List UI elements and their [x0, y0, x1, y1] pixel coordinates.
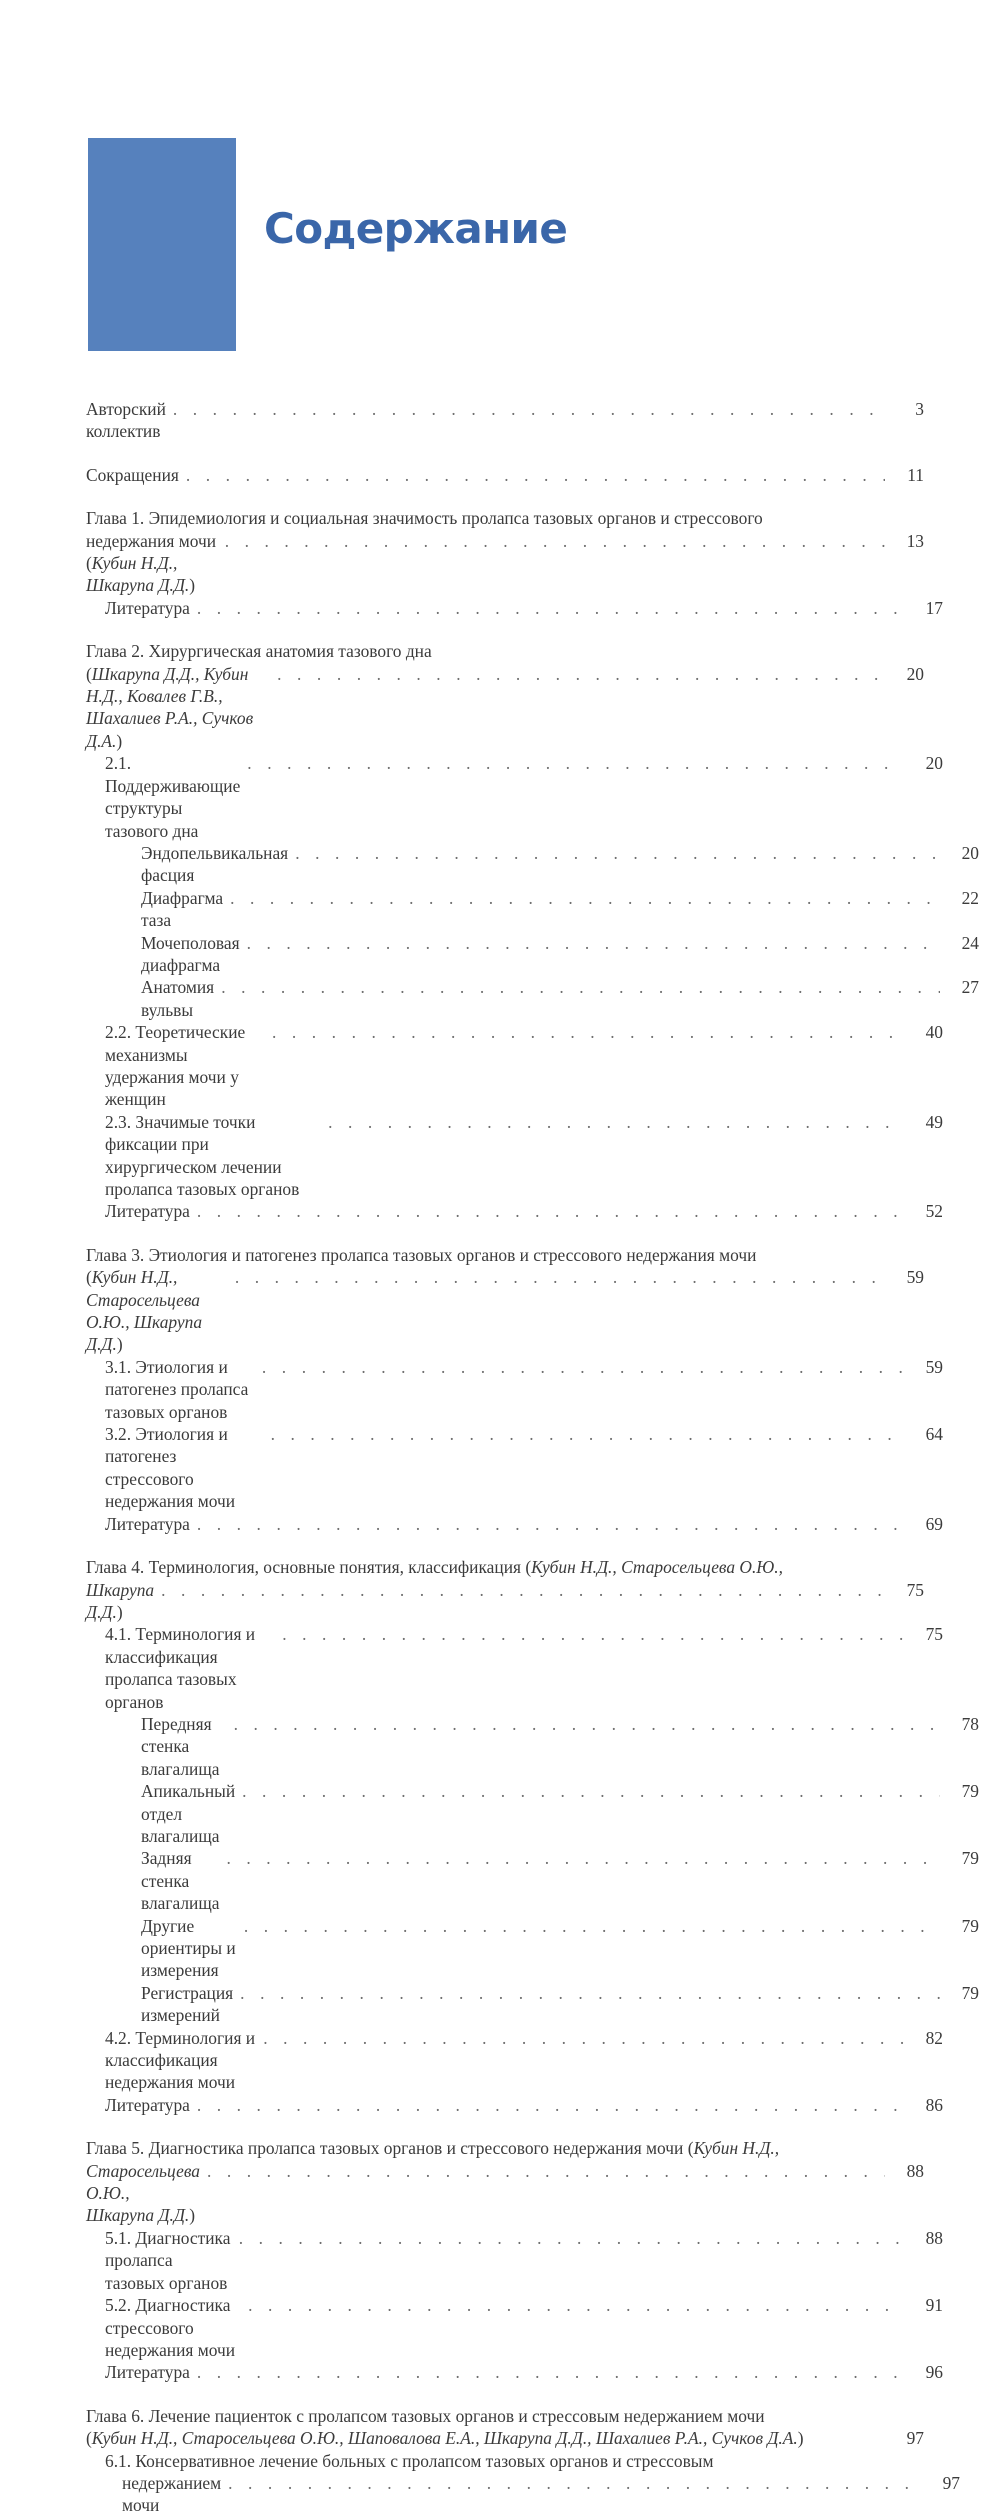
toc-line-label: Задняя стенка влагалища	[141, 1848, 220, 1914]
toc-authors: Кубин Н.Д., Старосельцева О.Ю.,	[531, 1557, 783, 1578]
dot-leader	[230, 887, 940, 909]
toc-line[interactable]	[86, 1579, 924, 1624]
toc-line-label: Старосельцева О.Ю., Шкарупа Д.Д.)	[86, 2160, 205, 2226]
toc-line-label: (Шкарупа Д.Д., Кубин Н.Д., Ковалев Г.В., Шахалиев Р.А., Сучков Д.А.)	[86, 663, 258, 751]
toc-line[interactable]	[86, 1021, 943, 1111]
toc-entry[interactable]	[86, 398, 924, 443]
toc-line[interactable]	[86, 1556, 924, 1578]
dot-leader	[282, 1623, 904, 1645]
dot-leader	[186, 464, 885, 486]
dot-leader	[197, 1513, 904, 1535]
toc-line-label: Анатомия вульвы	[141, 977, 219, 1020]
toc-line[interactable]	[86, 1244, 924, 1266]
toc-line[interactable]	[86, 1915, 979, 1982]
dot-leader	[197, 2361, 904, 2383]
toc-line[interactable]	[86, 1713, 979, 1780]
toc-line[interactable]	[86, 464, 924, 486]
toc-group	[86, 398, 924, 443]
toc-line-label: Литература	[105, 2362, 190, 2383]
toc-line-label: 5.2. Диагностика стрессового недержания мочи	[105, 2295, 236, 2360]
toc-line[interactable]	[86, 1111, 943, 1201]
toc-line[interactable]	[86, 1356, 943, 1423]
toc-line[interactable]	[86, 1982, 979, 2027]
dot-leader	[328, 1111, 904, 1133]
toc-group	[86, 464, 924, 486]
toc-page-number: 78	[961, 1713, 979, 1734]
dot-leader	[248, 2294, 904, 2316]
toc-line-label: Передняя стенка влагалища	[141, 1713, 220, 1779]
toc-page-number: 75	[906, 1579, 924, 1600]
toc-line-label: Литература	[105, 1201, 190, 1222]
toc-line-label: (Кубин Н.Д., Старосельцева О.Ю., Шкарупа Д.Д.)	[86, 1267, 207, 1355]
dot-leader	[173, 398, 885, 420]
toc-line[interactable]	[86, 842, 979, 887]
toc-line[interactable]	[86, 1780, 979, 1847]
toc-group	[86, 507, 943, 619]
toc-page-number: 11	[907, 464, 924, 485]
toc-line[interactable]	[86, 1266, 924, 1356]
toc-entry[interactable]	[86, 2405, 960, 2517]
dot-leader	[197, 2094, 904, 2116]
toc-authors: Старосельцева О.Ю., Шкарупа Д.Д.	[86, 2160, 205, 2226]
toc-page-number: 59	[906, 1267, 924, 1288]
toc-page-number: 20	[906, 663, 924, 684]
toc-page-number: 96	[925, 2362, 943, 2383]
dot-leader	[244, 1915, 940, 1937]
dot-leader	[225, 530, 885, 552]
toc-line-label: Глава 4. Терминология, основные понятия, классификация (Кубин Н.Д., Старосельцева О.Ю.,	[86, 1557, 783, 1578]
toc-line-label: 4.1. Терминология и классификация пролапса тазовых органов	[105, 1624, 260, 1712]
toc-line[interactable]	[86, 2405, 924, 2427]
dot-leader	[262, 1356, 904, 1378]
toc-page-number: 86	[925, 2094, 943, 2115]
toc-line-label: 6.1. Консервативное лечение больных с пролапсом тазовых органов и стрессовым	[105, 2450, 714, 2471]
toc-page-number: 69	[925, 1513, 943, 1534]
toc-line-label: 2.2. Теоретические механизмы удержания мочи у женщин	[105, 1022, 250, 1110]
toc-line-label: Другие ориентиры и измерения	[141, 1915, 241, 1981]
toc-line-label: 3.2. Этиология и патогенез стрессового недержания мочи	[105, 1424, 236, 1512]
toc-line[interactable]	[86, 2472, 960, 2517]
dot-leader	[221, 976, 940, 998]
dot-leader	[197, 1200, 904, 1222]
dot-leader	[228, 2472, 921, 2494]
toc-page-number: 52	[925, 1201, 943, 1222]
toc-page-number: 20	[925, 753, 943, 774]
toc-line-label: недержанием мочи	[122, 2472, 226, 2516]
dot-leader	[247, 932, 940, 954]
table-of-contents	[86, 398, 979, 2517]
dot-leader	[234, 1713, 940, 1735]
toc-line-label: (Кубин Н.Д., Старосельцева О.Ю., Шаповалова Е.А., Шкарупа Д.Д., Шахалиев Р.А., Сучков Д.А.)	[86, 2428, 804, 2449]
toc-page-number: 40	[925, 1022, 943, 1043]
toc-line[interactable]	[86, 507, 924, 529]
dot-leader	[207, 2160, 885, 2182]
toc-group	[86, 2405, 960, 2517]
toc-page-number: 22	[961, 887, 979, 908]
toc-page-number: 75	[925, 1624, 943, 1645]
dot-leader	[240, 1982, 940, 2004]
toc-line[interactable]	[86, 976, 979, 1021]
toc-line[interactable]	[86, 2137, 924, 2159]
toc-line[interactable]	[86, 2361, 943, 2383]
toc-line-label: Литература	[105, 597, 190, 618]
toc-page-number: 79	[961, 1982, 979, 2003]
toc-page-number: 49	[925, 1111, 943, 1132]
dot-leader	[272, 1021, 904, 1043]
toc-page-number: 59	[925, 1356, 943, 1377]
toc-entry[interactable]	[86, 640, 979, 1223]
dot-leader	[277, 663, 885, 685]
toc-line-label: Глава 3. Этиология и патогенез пролапса тазовых органов и стрессового недержания мочи	[86, 1244, 757, 1265]
toc-authors: Кубин Н.Д., Старосельцева О.Ю., Шкарупа Д.Д.	[86, 1267, 207, 1355]
toc-line-label: Литература	[105, 2094, 190, 2115]
toc-page-number: 64	[925, 1424, 943, 1445]
toc-line-label: 2.3. Значимые точки фиксации при хирургическом лечении пролапса тазовых органов	[105, 1111, 300, 1199]
toc-page-number: 13	[906, 530, 924, 551]
dot-leader	[247, 752, 904, 774]
toc-line-label: 2.1. Поддерживающие структуры тазового дна	[105, 753, 245, 841]
toc-line-label: Эндопельвикальная фасция	[141, 842, 293, 886]
toc-group	[86, 1556, 979, 2116]
toc-line-label: недержания мочи (Кубин Н.Д., Шкарупа Д.Д.)	[86, 530, 221, 596]
toc-line[interactable]	[86, 932, 979, 977]
toc-authors: Кубин Н.Д.,	[693, 2138, 780, 2159]
toc-authors: Шкарупа Д.Д.	[86, 1579, 159, 1622]
dot-leader	[271, 1423, 904, 1445]
toc-page-number: 79	[961, 1915, 979, 1936]
dot-leader	[239, 2227, 904, 2249]
toc-line[interactable]	[86, 640, 924, 662]
dot-leader	[161, 1579, 885, 1601]
toc-page-number: 88	[925, 2227, 943, 2248]
toc-line[interactable]	[86, 1200, 943, 1222]
toc-group	[86, 640, 979, 1223]
toc-line[interactable]	[86, 2227, 943, 2294]
toc-line[interactable]	[86, 2160, 924, 2227]
toc-entry[interactable]	[86, 1244, 943, 1535]
dot-leader	[226, 1847, 940, 1869]
toc-authors: Шкарупа Д.Д., Кубин Н.Д., Ковалев Г.В., Шахалиев Р.А., Сучков Д.А.	[86, 663, 258, 751]
toc-page-number: 97	[906, 2428, 924, 2449]
toc-page-number: 17	[925, 597, 943, 618]
page-title: Содержание	[264, 204, 568, 253]
toc-authors: Кубин Н.Д., Старосельцева О.Ю., Шаповалова Е.А., Шкарупа Д.Д., Шахалиев Р.А., Сучков Д.А.	[91, 2428, 798, 2449]
toc-line[interactable]	[86, 1513, 943, 1535]
toc-page-number: 20	[961, 842, 979, 863]
toc-line[interactable]	[86, 887, 979, 932]
toc-line-label: Диафрагма таза	[141, 887, 228, 931]
toc-line-label: Глава 6. Лечение пациенток с пролапсом тазовых органов и стрессовым недержанием мочи	[86, 2405, 765, 2426]
toc-page-number: 82	[925, 2027, 943, 2048]
toc-line-label: Глава 5. Диагностика пролапса тазовых органов и стрессового недержания мочи (Кубин Н.Д.,	[86, 2138, 780, 2159]
toc-line-label: Шкарупа Д.Д.)	[86, 1579, 159, 1622]
toc-line[interactable]	[86, 530, 924, 597]
toc-line-label: Сокращения	[86, 464, 179, 485]
toc-line[interactable]	[86, 2294, 943, 2361]
toc-page-number: 88	[906, 2160, 924, 2181]
toc-line[interactable]	[86, 1623, 943, 1713]
toc-line[interactable]	[86, 1423, 943, 1513]
dot-leader	[295, 842, 940, 864]
dot-leader	[197, 597, 904, 619]
toc-line[interactable]	[86, 1847, 979, 1914]
toc-line-label: 5.1. Диагностика пролапса тазовых органов	[105, 2227, 235, 2293]
page-header	[0, 0, 1000, 392]
toc-page-number: 79	[961, 1781, 979, 1802]
dot-leader	[235, 1266, 885, 1288]
toc-line[interactable]	[86, 752, 943, 842]
toc-line-label: Литература	[105, 1513, 190, 1534]
toc-line[interactable]	[86, 2027, 943, 2094]
toc-entry[interactable]	[86, 464, 924, 486]
toc-line[interactable]	[86, 2427, 924, 2449]
toc-line[interactable]	[86, 2094, 943, 2116]
toc-page-number: 79	[961, 1848, 979, 1869]
toc-line[interactable]	[86, 398, 924, 443]
toc-entry[interactable]	[86, 2137, 943, 2383]
toc-line-label: Авторский коллектив	[86, 399, 171, 442]
toc-page-number: 97	[942, 2472, 960, 2493]
dot-leader	[263, 2027, 904, 2049]
toc-line-label: Глава 1. Эпидемиология и социальная значимость пролапса тазовых органов и стрессового	[86, 508, 763, 529]
toc-page-number: 27	[961, 977, 979, 998]
toc-line[interactable]	[86, 597, 943, 619]
toc-page-number: 24	[961, 932, 979, 953]
toc-authors: Кубин Н.Д., Шкарупа Д.Д.	[86, 553, 190, 596]
toc-line-label: 3.1. Этиология и патогенез пролапса тазовых органов	[105, 1356, 253, 1422]
toc-page-number: 3	[915, 399, 924, 419]
toc-line-label: Апикальный отдел влагалища	[141, 1781, 240, 1846]
toc-line-label: Регистрация измерений	[141, 1982, 238, 2026]
toc-line-label: 4.2. Терминология и классификация недержания мочи	[105, 2027, 260, 2093]
dot-leader	[242, 1780, 940, 1802]
decorative-accent-block	[88, 138, 236, 351]
toc-group	[86, 2137, 943, 2383]
toc-entry[interactable]	[86, 1556, 979, 2116]
toc-line-label: Мочеполовая диафрагма	[141, 932, 244, 975]
toc-entry[interactable]	[86, 507, 943, 619]
toc-group	[86, 1244, 943, 1535]
toc-line-label: Глава 2. Хирургическая анатомия тазового дна	[86, 641, 432, 662]
toc-line[interactable]	[86, 663, 924, 753]
toc-line[interactable]	[86, 2450, 943, 2472]
toc-page-number: 91	[925, 2295, 943, 2316]
